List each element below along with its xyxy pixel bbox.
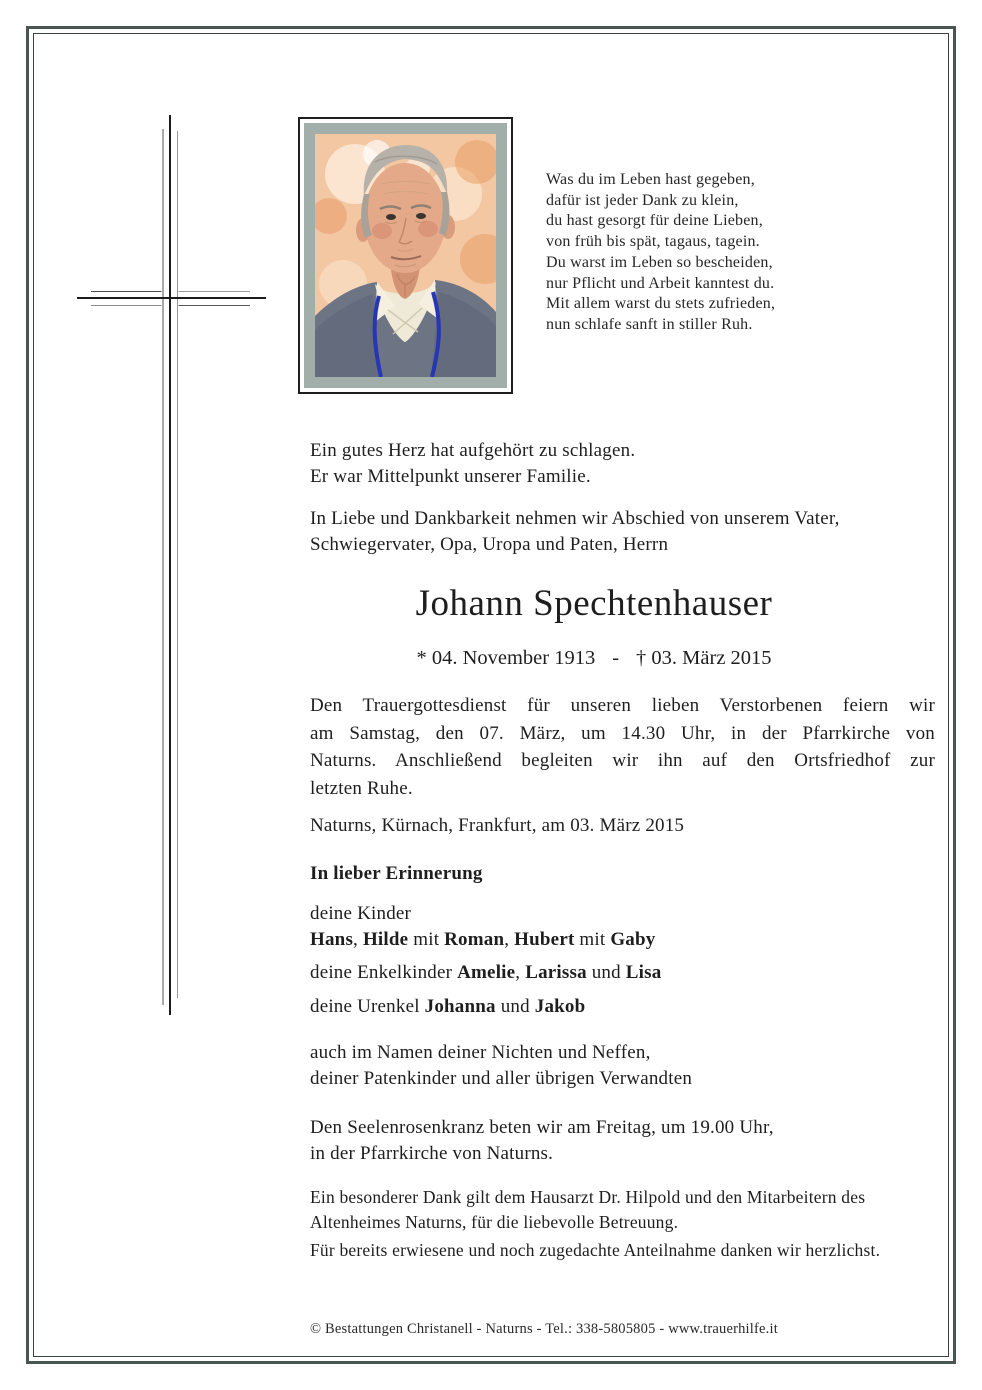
relatives-line: auch im Namen deiner Nichten und Neffen, — [310, 1042, 651, 1063]
intro-line: Ein gutes Herz hat aufgehört zu schlagen. — [310, 440, 636, 461]
place-dateline: Naturns, Kürnach, Frankfurt, am 03. März 2015 — [310, 815, 685, 836]
cross-icon — [70, 108, 280, 1023]
poem-line: nur Pflicht und Arbeit kanntest du. — [546, 274, 775, 292]
portrait-photo — [315, 134, 496, 377]
rosary-line: in der Pfarrkirche von Naturns. — [310, 1143, 554, 1164]
service-line: letzten Ruhe. — [310, 777, 413, 799]
rosary-line: Den Seelenrosenkranz beten wir am Freitag, um 19.00 Uhr, — [310, 1117, 774, 1138]
children-label: deine Kinder — [310, 903, 412, 924]
deceased-name: Johann Spechtenhauser — [415, 583, 773, 624]
portrait-photo-frame — [298, 117, 513, 394]
service-line: Naturns. Anschließend begleiten wir ihn auf den Ortsfriedhof zur — [310, 750, 935, 771]
obituary-intro — [310, 438, 935, 490]
service-line: Den Trauergottesdienst für unseren lieben Verstorbenen feiern wir — [310, 695, 935, 716]
poem-line: Was du im Leben hast gegeben, — [546, 171, 755, 188]
intro-line: Er war Mittelpunkt unserer Familie. — [310, 466, 591, 487]
obituary-farewell — [310, 506, 935, 558]
memorial-poem — [546, 170, 775, 336]
birth-date: * 04. November 1913 — [416, 647, 596, 669]
relatives-line: deiner Patenkinder und aller übrigen Verwandten — [310, 1068, 693, 1089]
funeral-service-paragraph — [310, 692, 935, 802]
poem-line: Mit allem warst du stets zufrieden, — [546, 295, 776, 313]
thanks-line: Ein besonderer Dank gilt dem Hausarzt Dr. Hilpold und den Mitarbeitern des — [310, 1187, 866, 1207]
farewell-line: Schwiegervater, Opa, Uropa und Paten, Herrn — [310, 534, 669, 555]
thanks-line: Altenheimes Naturns, für die liebevolle Betreuung. — [310, 1211, 679, 1232]
dates-separator: - — [612, 647, 620, 669]
poem-line: nun schlafe sanft in stiller Ruh. — [546, 315, 753, 333]
relatives-block — [310, 1040, 935, 1092]
great-grandchildren-line: deine Urenkel Johanna und Jakob — [310, 996, 586, 1017]
rosary-block — [310, 1115, 935, 1167]
poem-line: Du warst im Leben so bescheiden, — [546, 253, 773, 271]
portrait-photo-mat — [304, 123, 507, 388]
thanks-doctor-block — [310, 1185, 935, 1234]
poem-line: dafür ist jeder Dank zu klein, — [546, 191, 739, 209]
grandchildren-line: deine Enkelkinder Amelie, Larissa und Lisa — [310, 962, 662, 983]
footer-credit: © Bestattungen Christanell - Naturns - Tel.: 338-5805805 - www.trauerhilfe.it — [310, 1321, 778, 1337]
remembrance-heading: In lieber Erinnerung — [310, 863, 483, 884]
poem-line: von früh bis spät, tagaus, tagein. — [546, 233, 760, 251]
life-dates — [310, 647, 878, 670]
death-date: † 03. März 2015 — [636, 647, 772, 669]
children-block — [310, 901, 935, 953]
children-names: Hans, Hilde mit Roman, Hubert mit Gaby — [310, 929, 656, 950]
farewell-line: In Liebe und Dankbarkeit nehmen wir Abschied von unserem Vater, — [310, 508, 840, 529]
service-line: am Samstag, den 07. März, um 14.30 Uhr, in der Pfarrkirche von — [310, 722, 935, 744]
poem-line: du hast gesorgt für deine Lieben, — [546, 212, 763, 230]
condolence-thanks-line: Für bereits erwiesene und noch zugedachte Anteilnahme danken wir herzlichst. — [310, 1240, 881, 1260]
